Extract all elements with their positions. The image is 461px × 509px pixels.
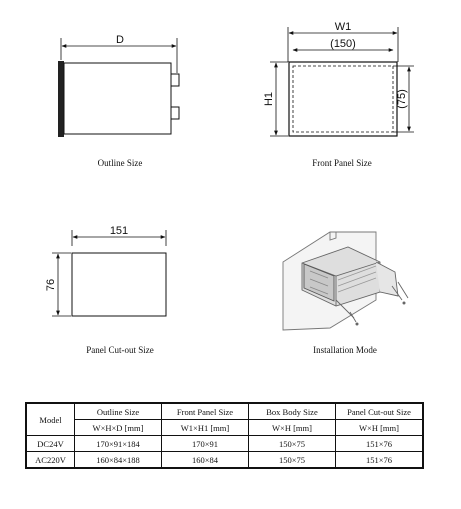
- front-panel-drawing: [263, 21, 414, 136]
- header-outline-size: Outline Size: [75, 404, 162, 420]
- row-cell: 160×84×188: [75, 452, 162, 468]
- w150-label: (150): [330, 38, 356, 50]
- header-cutout-units: W×H [mm]: [336, 420, 423, 436]
- row-cell: 151×76: [336, 452, 423, 468]
- header-box-body-units: W×H [mm]: [249, 420, 336, 436]
- header-model: Model: [27, 404, 75, 436]
- row-cell: 150×75: [249, 436, 336, 452]
- h75-label: (75): [396, 89, 408, 109]
- front-panel-outline: [289, 62, 397, 136]
- row-cell: 170×91×184: [75, 436, 162, 452]
- cutout-drawing: [45, 225, 166, 316]
- outline-front-panel: [58, 61, 64, 137]
- box-body-hidden-outline: [293, 66, 393, 132]
- table-row: [27, 436, 423, 452]
- screw-head-right: [403, 302, 406, 305]
- table-header-row-2: [27, 420, 423, 436]
- installation-illustration: [283, 232, 408, 330]
- row-cell: 151×76: [336, 436, 423, 452]
- row-cell: 150×75: [249, 452, 336, 468]
- header-outline-units: W×H×D [mm]: [75, 420, 162, 436]
- h1-label: H1: [263, 91, 275, 107]
- table-header-row-1: [27, 404, 423, 420]
- row-cell: 160×84: [162, 452, 249, 468]
- cutout-rectangle: [72, 253, 166, 316]
- row-cell: 170×91: [162, 436, 249, 452]
- w1-label: W1: [334, 21, 352, 33]
- table-row: [27, 452, 423, 468]
- outline-terminal-top: [171, 74, 179, 86]
- front-panel-caption: Front Panel Size: [312, 158, 372, 168]
- outline-caption: Outline Size: [97, 158, 143, 168]
- row-model: DC24V: [27, 436, 75, 452]
- screw-head-bottom: [356, 323, 359, 326]
- cutout-width-label: 151: [109, 225, 129, 237]
- cutout-height-label: 76: [45, 278, 57, 292]
- outline-box-body: [64, 63, 171, 134]
- header-front-panel-size: Front Panel Size: [162, 404, 249, 420]
- outline-drawing: [58, 34, 179, 137]
- outline-terminal-bottom: [171, 107, 179, 119]
- installation-caption: Installation Mode: [313, 345, 377, 355]
- header-box-body-size: Box Body Size: [249, 404, 336, 420]
- spec-table: [26, 403, 423, 468]
- header-front-panel-units: W1×H1 [mm]: [162, 420, 249, 436]
- header-cutout-size: Panel Cut-out Size: [336, 404, 423, 420]
- row-model: AC220V: [27, 452, 75, 468]
- outline-d-label: D: [116, 34, 124, 46]
- cutout-caption: Panel Cut-out Size: [86, 345, 154, 355]
